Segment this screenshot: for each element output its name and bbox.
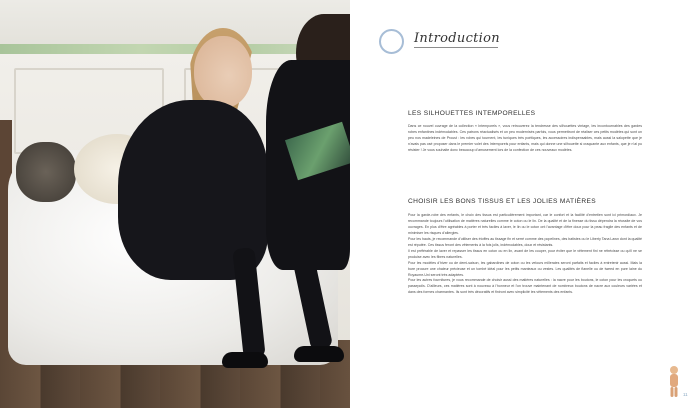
section-body-silhouettes — [408, 124, 642, 154]
section-heading-tissus: CHOISIR LES BONS TISSUS ET LES JOLIES MATIÈRES — [408, 198, 596, 205]
dark-pillow — [16, 142, 76, 202]
paragraph: Pour les hauts, je recommande d'utiliser des étoffes au tissage fin et serré comme des popelines, des batistes ou le Liberty Tana Lawn dont la qualité est réputée. Ces tissus feront des vêtements à la fois jolis, indémodables, doux et résistants. — [408, 236, 642, 247]
black-shoe-right — [294, 346, 344, 362]
title-circle-ornament — [379, 29, 404, 54]
section-heading-silhouettes: LES SILHOUETTES INTEMPORELLES — [408, 110, 536, 117]
paragraph: Pour la garde-robe des enfants, le choix des tissus est particulièrement important, car le confort et la facilité d'entretien sont ici primordiaux. Je recommande toujours l'utilisation de matières naturelles comme le coton ou le lin. De la qualité et de la finesse du tissu dépendra la réussite de vos ouvrages. En plus d'être agréables à porter et très faciles à laver, le lin ou le coton ont l'avantage d'être doux pour la peau fragile des enfants et de minimiser les risques d'allergies. — [408, 213, 642, 235]
page-title: Introduction — [414, 31, 500, 46]
paragraph: Pour les modèles d'hiver ou de demi-saison, les gabardines de coton ou les velours milleraies seront parfaits et faciles à entretenir aussi. Mais la bure procure une chaleur précieuse et un tombé idéal pour les petits manteaux ou vestes. Les qualités de flanelle ou de tweed en pure laine du Royaume-Uni seront très adaptées. — [408, 260, 642, 277]
paragraph: Il est préférable de laver et repasser les tissus en coton ou en lin, avant de les couper, pour éviter que le vêtement fini ne rétrécisse ou qu'il ne se produise avec les fibres naturelles. — [408, 248, 642, 259]
page-number: 11 — [683, 392, 688, 397]
black-shoe-left — [222, 352, 268, 368]
paragraph: Dans ce nouvel ouvrage de la collection « Intemporels », vous retrouverez la tendresse des silhouettes vintage, les incontournables des gardes robes enfantines indémodables. Ces patrons réactualisés et un peu modernisés parfois, vous permettront de réaliser ces petits modèles qui sont un peu nos madeleines de Proust : les robes qui tournent, les tuniques très poétiques, les accessoires indispensables, mais aussi la salopette que je n'avais pas osé proposer dans le premier volet des Intemporels pour enfants, mais qui donne une silhouette si craquante aux enfants, que je n'ai pu résister ! Je vous souhaite donc beaucoup d'amusement lors de la confection de ces nouveaux modèles. — [408, 124, 642, 152]
paragraph: Pour les autres fournitures, je vous recommande de choisir aussi des matières naturelles : la nacre pour les boutons, le coton pour les croquets ou passepoils. D'ailleurs, ces matières sont à nouveau à l'honneur et l'on trouve maintenant de nombreux boutons de nacre aux couleurs variées et dans des formes charmantes. Ils sont très décoratifs et finiront avec simplicité les vêtements des enfants. — [408, 278, 642, 295]
girl-blonde-face — [194, 36, 252, 108]
doll-figure-icon — [667, 365, 681, 399]
section-body-tissus — [408, 213, 642, 296]
title-underline — [414, 47, 498, 48]
